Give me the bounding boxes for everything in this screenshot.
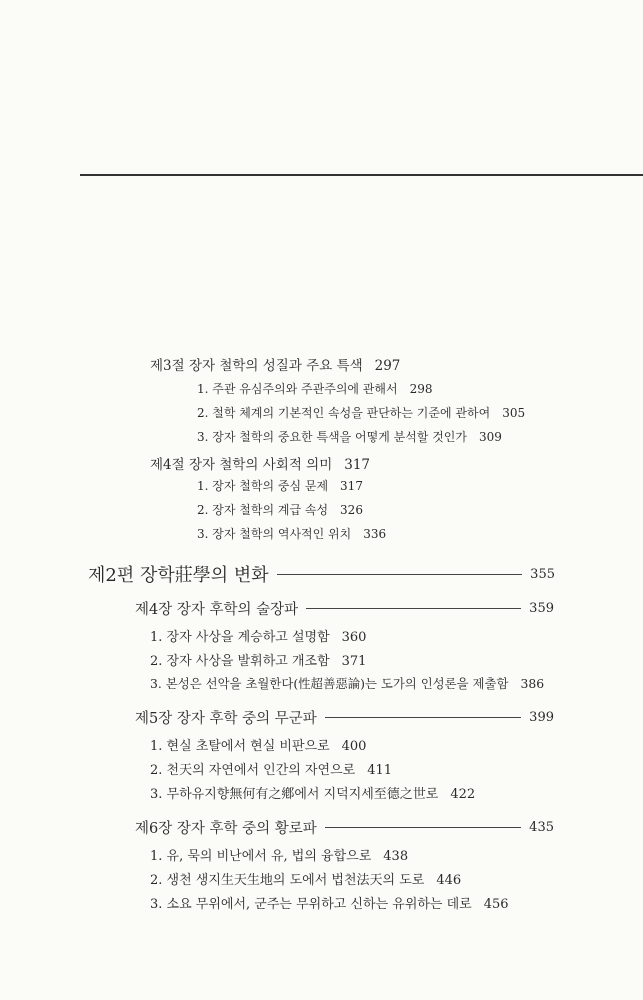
toc-item[interactable] (150, 869, 643, 888)
toc-chapter-5[interactable] (135, 707, 554, 728)
item-title: 1. 유, 묵의 비난에서 유, 법의 융합으로 (150, 849, 372, 864)
toc-item[interactable] (150, 845, 643, 864)
toc-item[interactable] (150, 735, 643, 754)
toc-section-4[interactable] (150, 453, 643, 473)
item-title: 1. 장자 사상을 계승하고 설명함 (150, 630, 330, 645)
toc-part-2[interactable] (88, 561, 555, 587)
toc-chapter-4[interactable] (135, 598, 554, 619)
toc-item[interactable] (197, 428, 643, 445)
item-title: 2. 철학 체계의 기본적인 속성을 판단하는 기준에 관하여 (197, 406, 491, 420)
item-title: 1. 장자 철학의 중심 문제 (197, 479, 329, 493)
item-page: 456 (483, 897, 509, 912)
part-page: 355 (530, 566, 555, 582)
section-title: 제4절 장자 철학의 사회적 의미 (150, 457, 333, 473)
item-page: 336 (363, 527, 387, 541)
toc-item[interactable] (150, 650, 643, 669)
toc-item[interactable] (150, 674, 643, 692)
item-title: 1. 주관 유심주의와 주관주의에 관해서 (197, 382, 398, 396)
leader-line (325, 717, 521, 718)
toc-item[interactable] (197, 525, 643, 542)
toc-item[interactable] (197, 404, 643, 421)
item-page: 438 (383, 849, 409, 864)
chapter-page: 399 (529, 710, 554, 725)
chapter-page: 435 (529, 820, 554, 835)
item-title: 3. 본성은 선악을 초월한다(性超善惡論)는 도가의 인성론을 제출함 (150, 676, 509, 691)
leader-line (325, 827, 521, 828)
item-page: 422 (450, 787, 476, 802)
item-title: 3. 소요 무위에서, 군주는 무위하고 신하는 유위하는 데로 (150, 897, 472, 912)
toc-item[interactable] (150, 783, 643, 802)
item-page: 360 (341, 630, 367, 645)
toc-item[interactable] (197, 477, 643, 494)
chapter-title: 제5장 장자 후학 중의 무군파 (135, 711, 317, 727)
item-title: 2. 장자 사상을 발휘하고 개조함 (150, 654, 330, 669)
chapter-title: 제6장 장자 후학 중의 황로파 (135, 821, 317, 837)
toc-item[interactable] (150, 893, 643, 912)
toc-item[interactable] (197, 380, 643, 397)
toc-section-3[interactable] (150, 354, 643, 374)
toc-chapter-6[interactable] (135, 817, 554, 838)
item-page: 326 (340, 503, 363, 517)
toc-item[interactable] (150, 759, 643, 778)
item-title: 2. 장자 철학의 계급 속성 (197, 503, 329, 517)
item-page: 298 (409, 382, 433, 396)
section-title: 제3절 장자 철학의 성질과 주요 특색 (150, 358, 363, 374)
toc-item[interactable] (197, 501, 643, 518)
item-page: 317 (340, 479, 363, 493)
item-page: 386 (520, 676, 545, 691)
item-page: 305 (502, 406, 526, 420)
section-page: 317 (344, 457, 371, 473)
item-page: 400 (341, 739, 367, 754)
item-page: 309 (479, 430, 502, 444)
toc-item[interactable] (150, 626, 643, 645)
chapter-title: 제4장 장자 후학의 술장파 (135, 602, 299, 618)
item-title: 2. 생천 생지生天生地의 도에서 법천法天의 도로 (150, 873, 425, 888)
item-page: 411 (367, 763, 393, 778)
part-title: 제2편 장학莊學의 변화 (88, 565, 269, 586)
item-title: 3. 장자 철학의 중요한 특색을 어떻게 분석할 것인가 (197, 430, 467, 444)
item-page: 446 (436, 873, 462, 888)
item-page: 371 (341, 654, 367, 669)
item-title: 2. 천天의 자연에서 인간의 자연으로 (150, 763, 356, 778)
leader-line (306, 608, 521, 609)
item-title: 1. 현실 초탈에서 현실 비판으로 (150, 739, 330, 754)
item-title: 3. 무하유지향無何有之鄕에서 지덕지세至德之世로 (150, 787, 439, 802)
leader-line (277, 574, 523, 575)
top-rule (80, 174, 643, 176)
chapter-page: 359 (529, 601, 554, 616)
section-page: 297 (374, 358, 401, 374)
item-title: 3. 장자 철학의 역사적인 위치 (197, 527, 352, 541)
